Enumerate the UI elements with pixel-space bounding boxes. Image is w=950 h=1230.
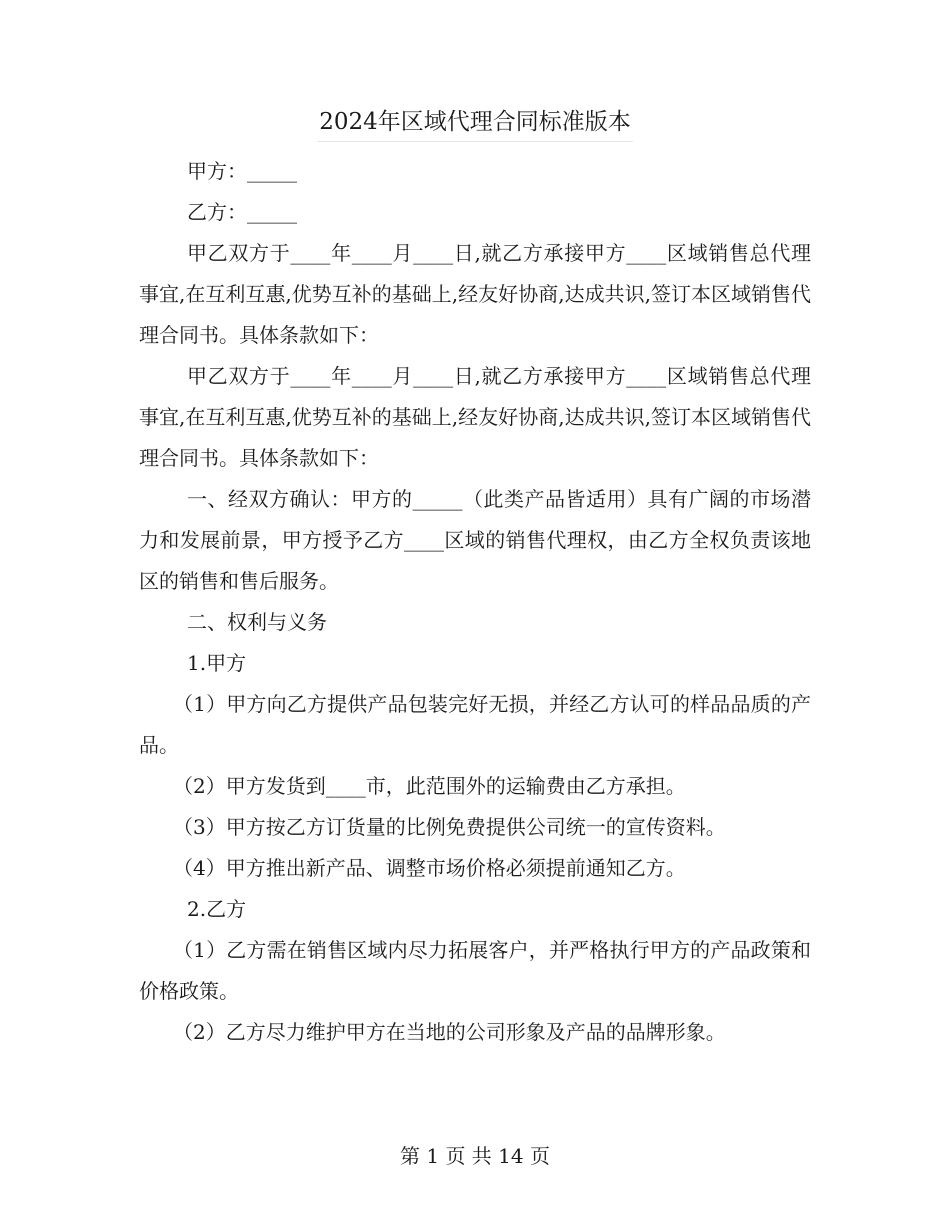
preamble-paragraph: 甲乙双方于____年____月____日,就乙方承接甲方____区域销售总代理事宜,在互利互惠,优势互补的基础上,经友好协商,达成共识,签订本区域销售代理合同书。具体条款如下：	[139, 241, 811, 347]
party-a-item-2: （2）甲方发货到____市，此范围外的运输费由乙方承担。	[173, 774, 686, 798]
party-a-item-3: （3）甲方按乙方订货量的比例免费提供公司统一的宣传资料。	[173, 815, 726, 839]
party-b-line: 乙方：_____	[187, 200, 297, 224]
page-footer	[0, 1140, 950, 1172]
document-title-text: 2024年区域代理合同标准版本	[317, 103, 633, 142]
party-a-item-1: （1）甲方向乙方提供产品包装完好无损，并经乙方认可的样品品质的产品。	[139, 692, 811, 757]
party-a-item-4: （4）甲方推出新产品、调整市场价格必须提前通知乙方。	[173, 856, 686, 880]
party-b-subheading: 2.乙方	[187, 897, 247, 921]
party-b-item-2: （2）乙方尽力维护甲方在当地的公司形象及产品的品牌形象。	[173, 1020, 726, 1044]
clause-one: 一、经双方确认：甲方的_____（此类产品皆适用）具有广阔的市场潜力和发展前景，甲方授予乙方____区域的销售代理权，由乙方全权负责该地区的销售和售后服务。	[139, 487, 811, 593]
clause-two-heading: 二、权利与义务	[187, 610, 327, 634]
page-number-label: 第 1 页 共 14 页	[400, 1144, 550, 1168]
preamble-paragraph-repeat: 甲乙双方于____年____月____日,就乙方承接甲方____区域销售总代理事宜,在互利互惠,优势互补的基础上,经友好协商,达成共识,签订本区域销售代理合同书。具体条款如下：	[139, 364, 811, 470]
party-a-line: 甲方：_____	[187, 159, 297, 183]
party-b-item-1: （1）乙方需在销售区域内尽力拓展客户，并严格执行甲方的产品政策和价格政策。	[139, 938, 811, 1003]
document-title	[0, 103, 950, 142]
party-a-subheading: 1.甲方	[187, 651, 247, 675]
document-body	[139, 151, 811, 1053]
